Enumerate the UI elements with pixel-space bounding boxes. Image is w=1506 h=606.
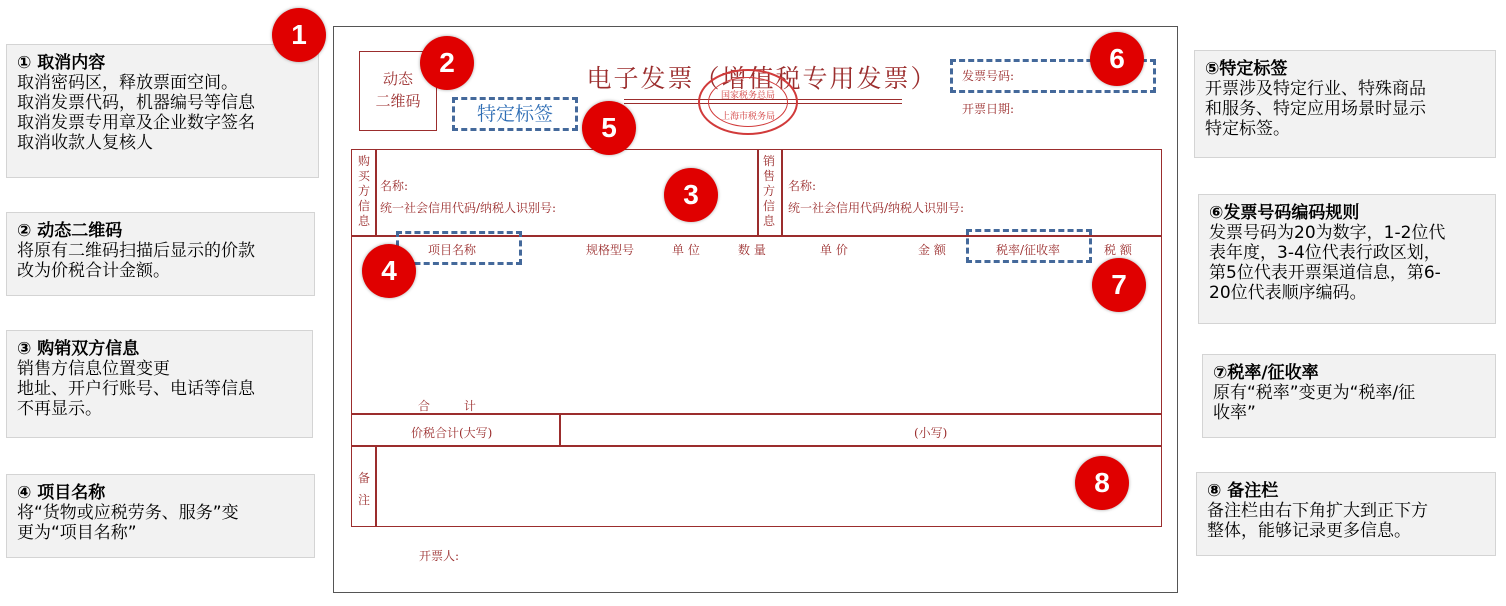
col-spec: 规格型号 — [586, 243, 635, 257]
badge-1: 1 — [272, 8, 326, 62]
note-body: 备注栏由右下角扩大到正下方 整体，能够记录更多信息。 — [1207, 501, 1428, 541]
note-item-name — [6, 474, 315, 558]
note-buyer-seller — [6, 330, 313, 438]
note-tax-rate — [1202, 354, 1496, 438]
note-title: ⑧ 备注栏 — [1207, 481, 1279, 501]
col-price: 单 价 — [820, 243, 848, 257]
col-tax-rate: 税率/征收率 — [996, 243, 1061, 257]
note-title: ③ 购销双方信息 — [17, 339, 140, 359]
seller-side-label: 销售方信息 — [763, 154, 776, 228]
rule-total-bottom — [351, 445, 1162, 447]
col-tax: 税 额 — [1104, 243, 1132, 257]
note-title: ⑥发票号码编码规则 — [1209, 203, 1360, 223]
total-caps-label: 价税合计(大写) — [411, 426, 493, 440]
note-body: 将“货物或应税劳务、服务”变 更为“项目名称” — [17, 503, 239, 543]
note-dynamic-qr — [6, 212, 315, 296]
note-title: ④ 项目名称 — [17, 483, 106, 503]
note-invoice-number-rule — [1198, 194, 1496, 324]
seller-name-label: 名称: — [788, 179, 817, 193]
remarks-label: 备注 — [358, 471, 371, 507]
badge-5: 5 — [582, 101, 636, 155]
note-title: ① 取消内容 — [17, 53, 106, 73]
note-body: 销售方信息位置变更 地址、开户行账号、电话等信息 不再显示。 — [17, 359, 255, 419]
seller-id-label: 统一社会信用代码/纳税人识别号: — [788, 201, 965, 215]
note-body: 取消密码区，释放票面空间。 取消发票代码，机器编号等信息 取消发票专用章及企业数字签名 取消收款人复核人 — [17, 73, 255, 153]
col-item-name: 项目名称 — [428, 243, 477, 257]
total-small-label: (小写) — [914, 426, 948, 440]
rule-buyer-side — [375, 149, 377, 235]
invoice-sample — [333, 26, 1178, 593]
invoice-number-label: 发票号码: — [962, 69, 1015, 83]
rule-seller-side — [781, 149, 783, 235]
rule-remarks-side — [375, 445, 377, 527]
note-title: ⑤特定标签 — [1205, 59, 1288, 79]
note-title: ② 动态二维码 — [17, 221, 123, 241]
buyer-id-label: 统一社会信用代码/纳税人识别号: — [380, 201, 557, 215]
col-unit: 单 位 — [672, 243, 700, 257]
seal-inner-text: 国家税务总局 — [720, 91, 775, 101]
note-cancel-content — [6, 44, 319, 178]
col-amount: 金 额 — [918, 243, 946, 257]
badge-3: 3 — [664, 168, 718, 222]
issue-date-label: 开票日期: — [962, 102, 1015, 116]
badge-4: 4 — [362, 244, 416, 298]
note-body: 发票号码为20为数字，1-2位代 表年度，3-4位代表行政区划， 第5位代表开票渠道信息，第6- 20位代表顺序编码。 — [1209, 223, 1446, 303]
note-body: 将原有二维码扫描后显示的价款 改为价税合计金额。 — [17, 241, 255, 281]
badge-6: 6 — [1090, 32, 1144, 86]
invoice-title: 电子发票（增值税专用发票） — [586, 64, 938, 93]
note-remarks — [1196, 472, 1496, 556]
note-body: 原有“税率”变更为“税率/征 收率” — [1213, 383, 1416, 423]
badge-8: 8 — [1075, 456, 1129, 510]
note-title: ⑦税率/征收率 — [1213, 363, 1319, 383]
rule-seller-start — [757, 149, 759, 235]
special-tag-text: 特定标签 — [476, 103, 553, 125]
note-special-tag — [1194, 50, 1496, 158]
qr-label-line1: 动态 — [382, 70, 413, 88]
issuer-label: 开票人: — [419, 549, 460, 563]
total-label: 合 计 — [418, 399, 476, 413]
tax-seal-stamp — [698, 69, 798, 135]
buyer-side-label: 购买方信息 — [358, 154, 371, 228]
buyer-name-label: 名称: — [380, 179, 409, 193]
rule-total-split — [559, 413, 561, 445]
col-qty: 数 量 — [738, 243, 766, 257]
badge-2: 2 — [420, 36, 474, 90]
qr-label-line2: 二维码 — [375, 92, 421, 110]
badge-7: 7 — [1092, 258, 1146, 312]
seal-bottom-text: 上海市税务局 — [720, 112, 775, 122]
note-body: 开票涉及特定行业、特殊商品 和服务、特定应用场景时显示 特定标签。 — [1205, 79, 1426, 139]
